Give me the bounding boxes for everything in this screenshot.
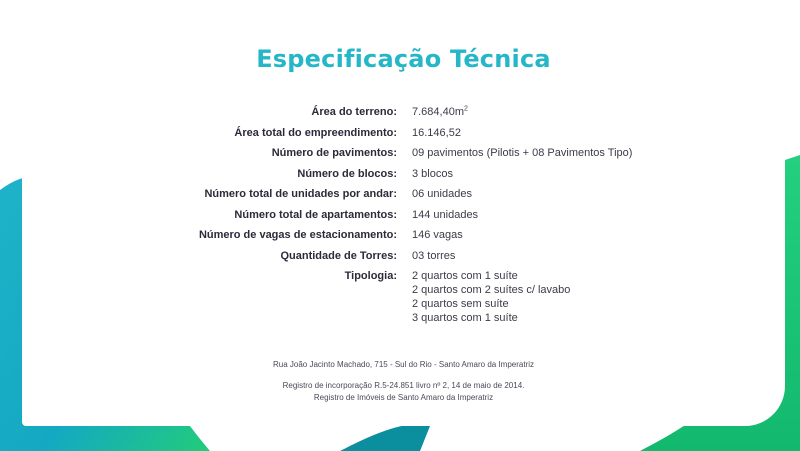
tipologia-list [412,268,570,325]
spec-label: Número de blocos: [297,167,397,180]
spec-label: Número total de unidades por andar: [204,188,397,200]
tipologia-item: 3 quartos com 1 suíte [412,312,518,324]
page-title: Especificação Técnica [256,45,551,73]
spec-value-sup: 2 [463,105,468,113]
footer-registro [22,380,785,404]
spec-table [22,104,785,325]
bottom-swoosh-shape [340,424,430,451]
footer-registro-line: Registro de Imóveis de Santo Amaro da Imperatriz [313,393,494,402]
spec-label: Quantidade de Torres: [280,249,397,262]
spec-label: Número total de apartamentos: [234,208,397,221]
spec-value: 16.146,52 [412,126,461,139]
tipologia-item: 2 quartos sem suíte [412,298,509,310]
footer-registro-line: Registro de incorporação R.5-24.851 livro nº 2, 14 de maio de 2014. [282,381,525,390]
spec-row-pavimentos [22,145,785,166]
spec-row-torres [22,248,785,269]
spec-value: 03 torres [412,249,456,262]
spec-card [22,28,785,426]
spec-value: 06 unidades [412,188,472,200]
spec-value: 3 blocos [412,167,453,180]
spec-value [412,104,468,119]
tipologia-item: 2 quartos com 2 suítes c/ lavabo [412,284,571,296]
spec-row-blocos [22,166,785,187]
spec-row-unidades-andar [22,186,785,207]
spec-row-area-total [22,125,785,146]
spec-value: 146 vagas [412,229,463,241]
spec-row-area-terreno [22,104,785,125]
spec-label: Área total do empreendimento: [234,126,397,139]
spec-label: Área do terreno: [311,106,397,118]
tipologia-item: 2 quartos com 1 suíte [412,270,518,282]
spec-row-vagas [22,227,785,248]
spec-value: 144 unidades [412,208,479,221]
spec-row-apartamentos [22,207,785,228]
spec-value: 09 pavimentos (Pilotis + 08 Pavimentos Tipo) [412,147,633,159]
spec-label: Número de vagas de estacionamento: [198,229,397,241]
spec-label: Tipologia: [344,270,397,282]
spec-label: Número de pavimentos: [271,147,397,159]
spec-value-text: 7.684,40m [412,106,464,118]
footer-address: Rua João Jacinto Machado, 715 - Sul do Rio - Santo Amaro da Imperatriz [272,360,535,369]
spec-row-tipologia [22,268,785,325]
